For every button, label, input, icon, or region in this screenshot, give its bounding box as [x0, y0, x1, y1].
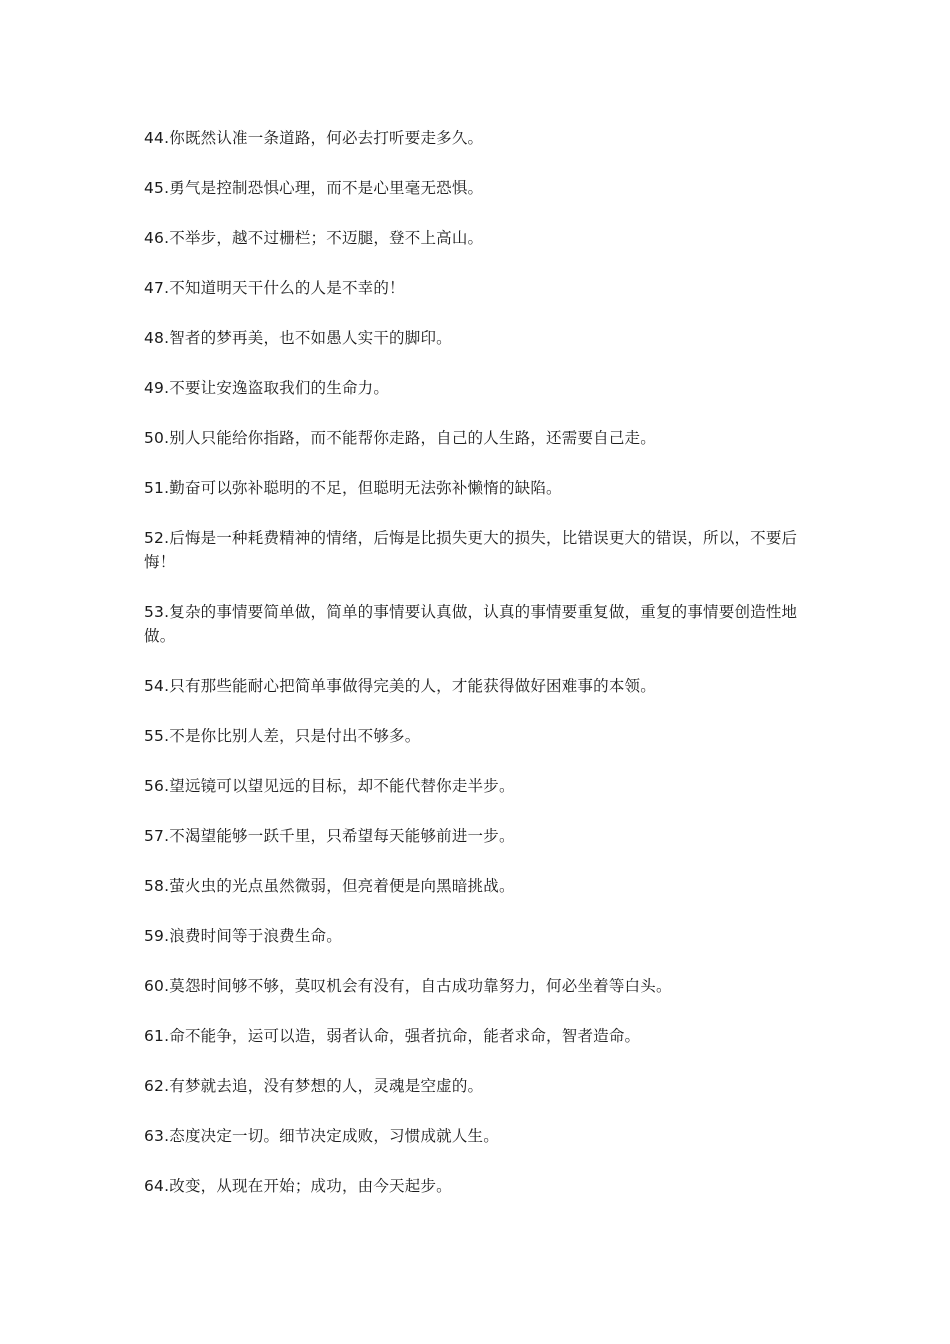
quote-item: 58.萤火虫的光点虽然微弱，但亮着便是向黑暗挑战。 — [144, 877, 515, 895]
quote-item: 55.不是你比别人差，只是付出不够多。 — [144, 727, 421, 745]
quote-item: 53.复杂的事情要简单做，简单的事情要认真做，认真的事情要重复做，重复的事情要创造性地做。 — [144, 603, 798, 645]
quote-item: 62.有梦就去追，没有梦想的人，灵魂是空虚的。 — [144, 1077, 484, 1095]
quote-item: 57.不渴望能够一跃千里，只希望每天能够前进一步。 — [144, 827, 515, 845]
quote-item: 50.别人只能给你指路，而不能帮你走路，自己的人生路，还需要自己走。 — [144, 429, 656, 447]
quote-list — [144, 126, 808, 1224]
quote-item: 54.只有那些能耐心把简单事做得完美的人，才能获得做好困难事的本领。 — [144, 677, 656, 695]
quote-item: 51.勤奋可以弥补聪明的不足，但聪明无法弥补懒惰的缺陷。 — [144, 479, 562, 497]
quote-item: 63.态度决定一切。细节决定成败，习惯成就人生。 — [144, 1127, 499, 1145]
quote-item: 48.智者的梦再美，也不如愚人实干的脚印。 — [144, 329, 452, 347]
quote-item: 47.不知道明天干什么的人是不幸的！ — [144, 279, 405, 297]
quote-item: 46.不举步，越不过栅栏；不迈腿，登不上高山。 — [144, 229, 484, 247]
quote-item: 59.浪费时间等于浪费生命。 — [144, 927, 342, 945]
quote-item: 64.改变，从现在开始；成功，由今天起步。 — [144, 1177, 452, 1195]
quote-item: 61.命不能争，运可以造，弱者认命，强者抗命，能者求命，智者造命。 — [144, 1027, 641, 1045]
quote-item: 44.你既然认准一条道路，何必去打听要走多久。 — [144, 129, 484, 147]
quote-item: 60.莫怨时间够不够，莫叹机会有没有，自古成功靠努力，何必坐着等白头。 — [144, 977, 672, 995]
quote-item: 45.勇气是控制恐惧心理，而不是心里毫无恐惧。 — [144, 179, 484, 197]
quote-item: 52.后悔是一种耗费精神的情绪，后悔是比损失更大的损失，比错误更大的错误，所以，不要后悔！ — [144, 529, 798, 571]
quote-item: 56.望远镜可以望见远的目标，却不能代替你走半步。 — [144, 777, 515, 795]
quote-item: 49.不要让安逸盗取我们的生命力。 — [144, 379, 390, 397]
